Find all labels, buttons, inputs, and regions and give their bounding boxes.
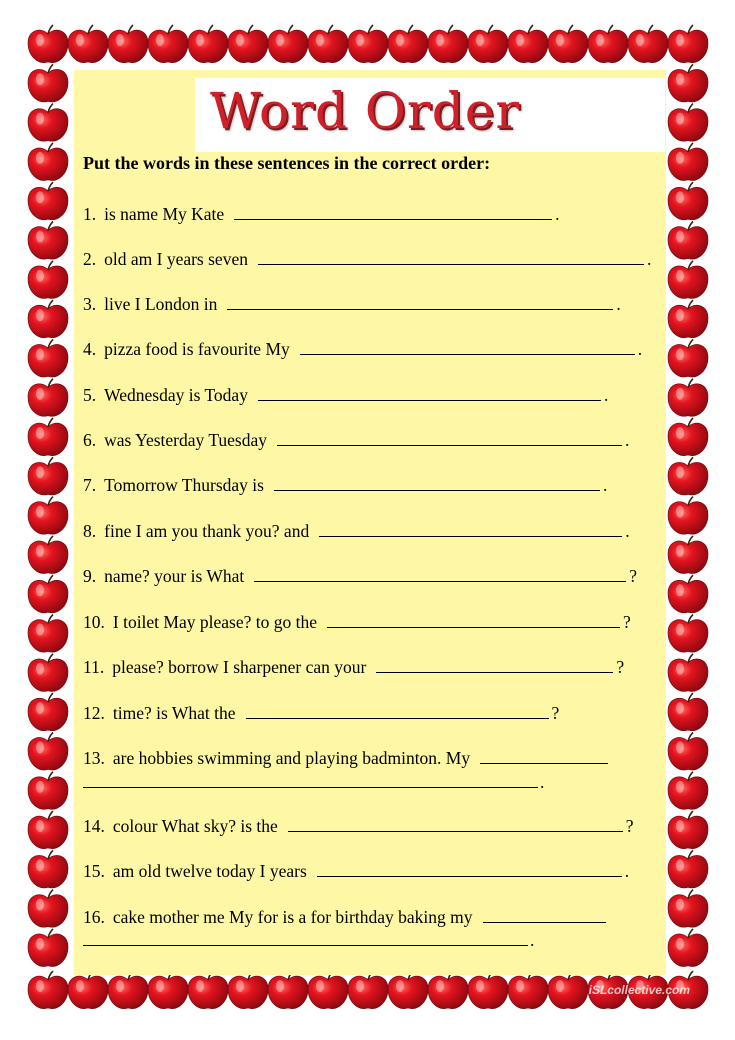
end-punctuation: ? [551, 703, 560, 723]
apple-icon [28, 379, 68, 417]
item-number: 4. [83, 339, 97, 359]
apple-icon [668, 143, 708, 181]
item-number: 3. [83, 294, 97, 314]
apple-icon [468, 971, 508, 1009]
end-punctuation: . [602, 475, 608, 495]
apple-icon [668, 811, 708, 849]
answer-line[interactable] [317, 875, 622, 877]
apple-icon [28, 575, 68, 613]
apple-icon [148, 971, 188, 1009]
exercise-item [83, 289, 665, 315]
apple-icon [28, 732, 68, 770]
apple-icon [268, 25, 308, 63]
scrambled-words: colour What sky? is the [112, 816, 278, 836]
apple-icon [28, 64, 68, 102]
answer-line[interactable] [277, 444, 622, 446]
exercise-item [83, 516, 665, 542]
apple-icon [28, 339, 68, 377]
apple-icon [508, 25, 548, 63]
apple-icon [668, 929, 708, 967]
apple-icon [668, 379, 708, 417]
answer-line[interactable] [376, 671, 613, 673]
apple-icon [308, 25, 348, 63]
apple-icon [668, 772, 708, 810]
exercise-item [83, 743, 665, 769]
item-number: 10. [83, 612, 105, 632]
end-punctuation: . [625, 521, 630, 541]
apple-icon [668, 536, 708, 574]
answer-line[interactable] [246, 717, 549, 719]
apple-icon [668, 104, 708, 142]
apple-icon [28, 104, 68, 142]
apple-icon [548, 25, 588, 63]
apple-icon [668, 732, 708, 770]
apple-icon [108, 971, 148, 1009]
item-number: 7. [83, 475, 97, 495]
answer-line[interactable] [288, 830, 623, 832]
answer-line[interactable] [319, 535, 622, 537]
apple-icon [428, 25, 468, 63]
apple-icon [28, 929, 68, 967]
apple-icon [388, 971, 428, 1009]
apple-icon [668, 693, 708, 731]
exercise-item [83, 199, 665, 225]
scrambled-words: fine I am you thank you? and [104, 521, 310, 541]
apple-icon [668, 261, 708, 299]
apple-icon [668, 457, 708, 495]
apple-icon [668, 64, 708, 102]
exercise-item [83, 698, 665, 724]
apple-icon [468, 25, 508, 63]
exercise-item [83, 902, 665, 928]
apple-icon [388, 25, 428, 63]
apple-icon [228, 25, 268, 63]
end-punctuation: . [555, 204, 560, 224]
end-punctuation: ? [622, 612, 631, 632]
exercise-item [83, 470, 665, 496]
apple-icon [268, 971, 308, 1009]
apple-icon [28, 811, 68, 849]
answer-line[interactable] [274, 489, 600, 491]
instruction-text: Put the words in these sentences in the correct order: [83, 153, 491, 173]
apple-icon [308, 971, 348, 1009]
scrambled-words: was Yesterday Tuesday [104, 430, 267, 450]
item-number: 6. [83, 430, 97, 450]
exercise-item [83, 425, 665, 451]
item-number: 1. [83, 204, 97, 224]
apple-icon [668, 418, 708, 456]
item-number: 11. [83, 657, 105, 677]
item-number: 12. [83, 703, 105, 723]
end-punctuation: . [646, 249, 652, 269]
apple-icon [548, 971, 588, 1009]
exercise-item [83, 244, 665, 270]
end-punctuation: ? [629, 566, 638, 586]
exercise-item [83, 561, 665, 587]
item-number: 13. [83, 748, 105, 768]
exercise-item [83, 334, 665, 360]
apple-icon [28, 222, 68, 260]
apple-icon [188, 971, 228, 1009]
apple-icon [348, 25, 388, 63]
scrambled-words: time? is What the [112, 703, 236, 723]
end-punctuation: . [616, 294, 621, 314]
end-punctuation: . [624, 861, 630, 881]
end-punctuation: . [530, 930, 535, 950]
exercise-item [83, 607, 665, 633]
apple-icon [28, 25, 68, 63]
scrambled-words: are hobbies swimming and playing badminton. My [112, 748, 471, 768]
answer-line[interactable] [254, 580, 626, 582]
end-punctuation: ? [625, 816, 634, 836]
apple-icon [668, 182, 708, 220]
scrambled-words: old am I years seven [104, 249, 248, 269]
apple-icon [28, 536, 68, 574]
scrambled-words: please? borrow I sharpener can your [112, 657, 367, 677]
apple-icon [28, 418, 68, 456]
watermark: iSLcollective.com [588, 983, 690, 997]
apple-icon [428, 971, 468, 1009]
apple-icon [28, 457, 68, 495]
apple-icon [668, 615, 708, 653]
apple-icon [668, 890, 708, 928]
apple-icon [28, 615, 68, 653]
apple-icon [28, 497, 68, 535]
apple-icon [68, 25, 108, 63]
apple-icon [28, 890, 68, 928]
end-punctuation: . [624, 430, 630, 450]
apple-icon [28, 772, 68, 810]
apple-icon [668, 300, 708, 338]
answer-line-continued[interactable] [83, 786, 538, 788]
answer-line[interactable] [327, 626, 620, 628]
apple-icon [68, 971, 108, 1009]
end-punctuation: ? [616, 657, 625, 677]
answer-line-continued[interactable] [83, 944, 528, 946]
scrambled-words: pizza food is favourite My [104, 339, 290, 359]
apple-icon [668, 575, 708, 613]
apple-icon [508, 971, 548, 1009]
apple-icon [668, 25, 708, 63]
item-number: 5. [83, 385, 97, 405]
answer-line[interactable] [258, 399, 601, 401]
page-title: Word Order [210, 82, 521, 140]
apple-icon [28, 654, 68, 692]
apple-icon [668, 497, 708, 535]
apple-icon [28, 850, 68, 888]
answer-line[interactable] [258, 263, 644, 265]
scrambled-words: I toilet May please? to go the [112, 612, 317, 632]
exercise-item [83, 380, 665, 406]
apple-icon [668, 654, 708, 692]
exercise-item [83, 811, 665, 837]
item-number: 8. [83, 521, 97, 541]
apple-icon [108, 25, 148, 63]
item-number: 14. [83, 816, 105, 836]
scrambled-words: live I London in [104, 294, 218, 314]
exercise-item [83, 652, 665, 678]
answer-line[interactable] [300, 353, 635, 355]
apple-icon [668, 850, 708, 888]
item-number: 9. [83, 566, 97, 586]
apple-icon [28, 971, 68, 1009]
scrambled-words: name? your is What [104, 566, 245, 586]
scrambled-words: Wednesday is Today [104, 385, 248, 405]
scrambled-words: am old twelve today I years [112, 861, 307, 881]
apple-icon [348, 971, 388, 1009]
item-number: 15. [83, 861, 105, 881]
item-number: 16. [83, 907, 105, 927]
exercise-item [83, 856, 665, 882]
apple-icon [188, 25, 228, 63]
apple-icon [28, 182, 68, 220]
apple-icon [28, 261, 68, 299]
apple-icon [668, 222, 708, 260]
apple-icon [668, 339, 708, 377]
end-punctuation: . [603, 385, 609, 405]
end-punctuation: . [540, 772, 545, 792]
apple-icon [28, 693, 68, 731]
scrambled-words: cake mother me My for is a for birthday baking my [112, 907, 473, 927]
apple-icon [148, 25, 188, 63]
apple-icon [588, 25, 628, 63]
scrambled-words: Tomorrow Thursday is [104, 475, 264, 495]
apple-icon [228, 971, 268, 1009]
end-punctuation: . [637, 339, 643, 359]
answer-line[interactable] [483, 921, 606, 923]
apple-icon [28, 143, 68, 181]
apple-icon [628, 25, 668, 63]
answer-line[interactable] [227, 308, 613, 310]
item-number: 2. [83, 249, 97, 269]
scrambled-words: is name My Kate [104, 204, 225, 224]
answer-line[interactable] [480, 762, 608, 764]
answer-line[interactable] [234, 218, 552, 220]
apple-icon [28, 300, 68, 338]
